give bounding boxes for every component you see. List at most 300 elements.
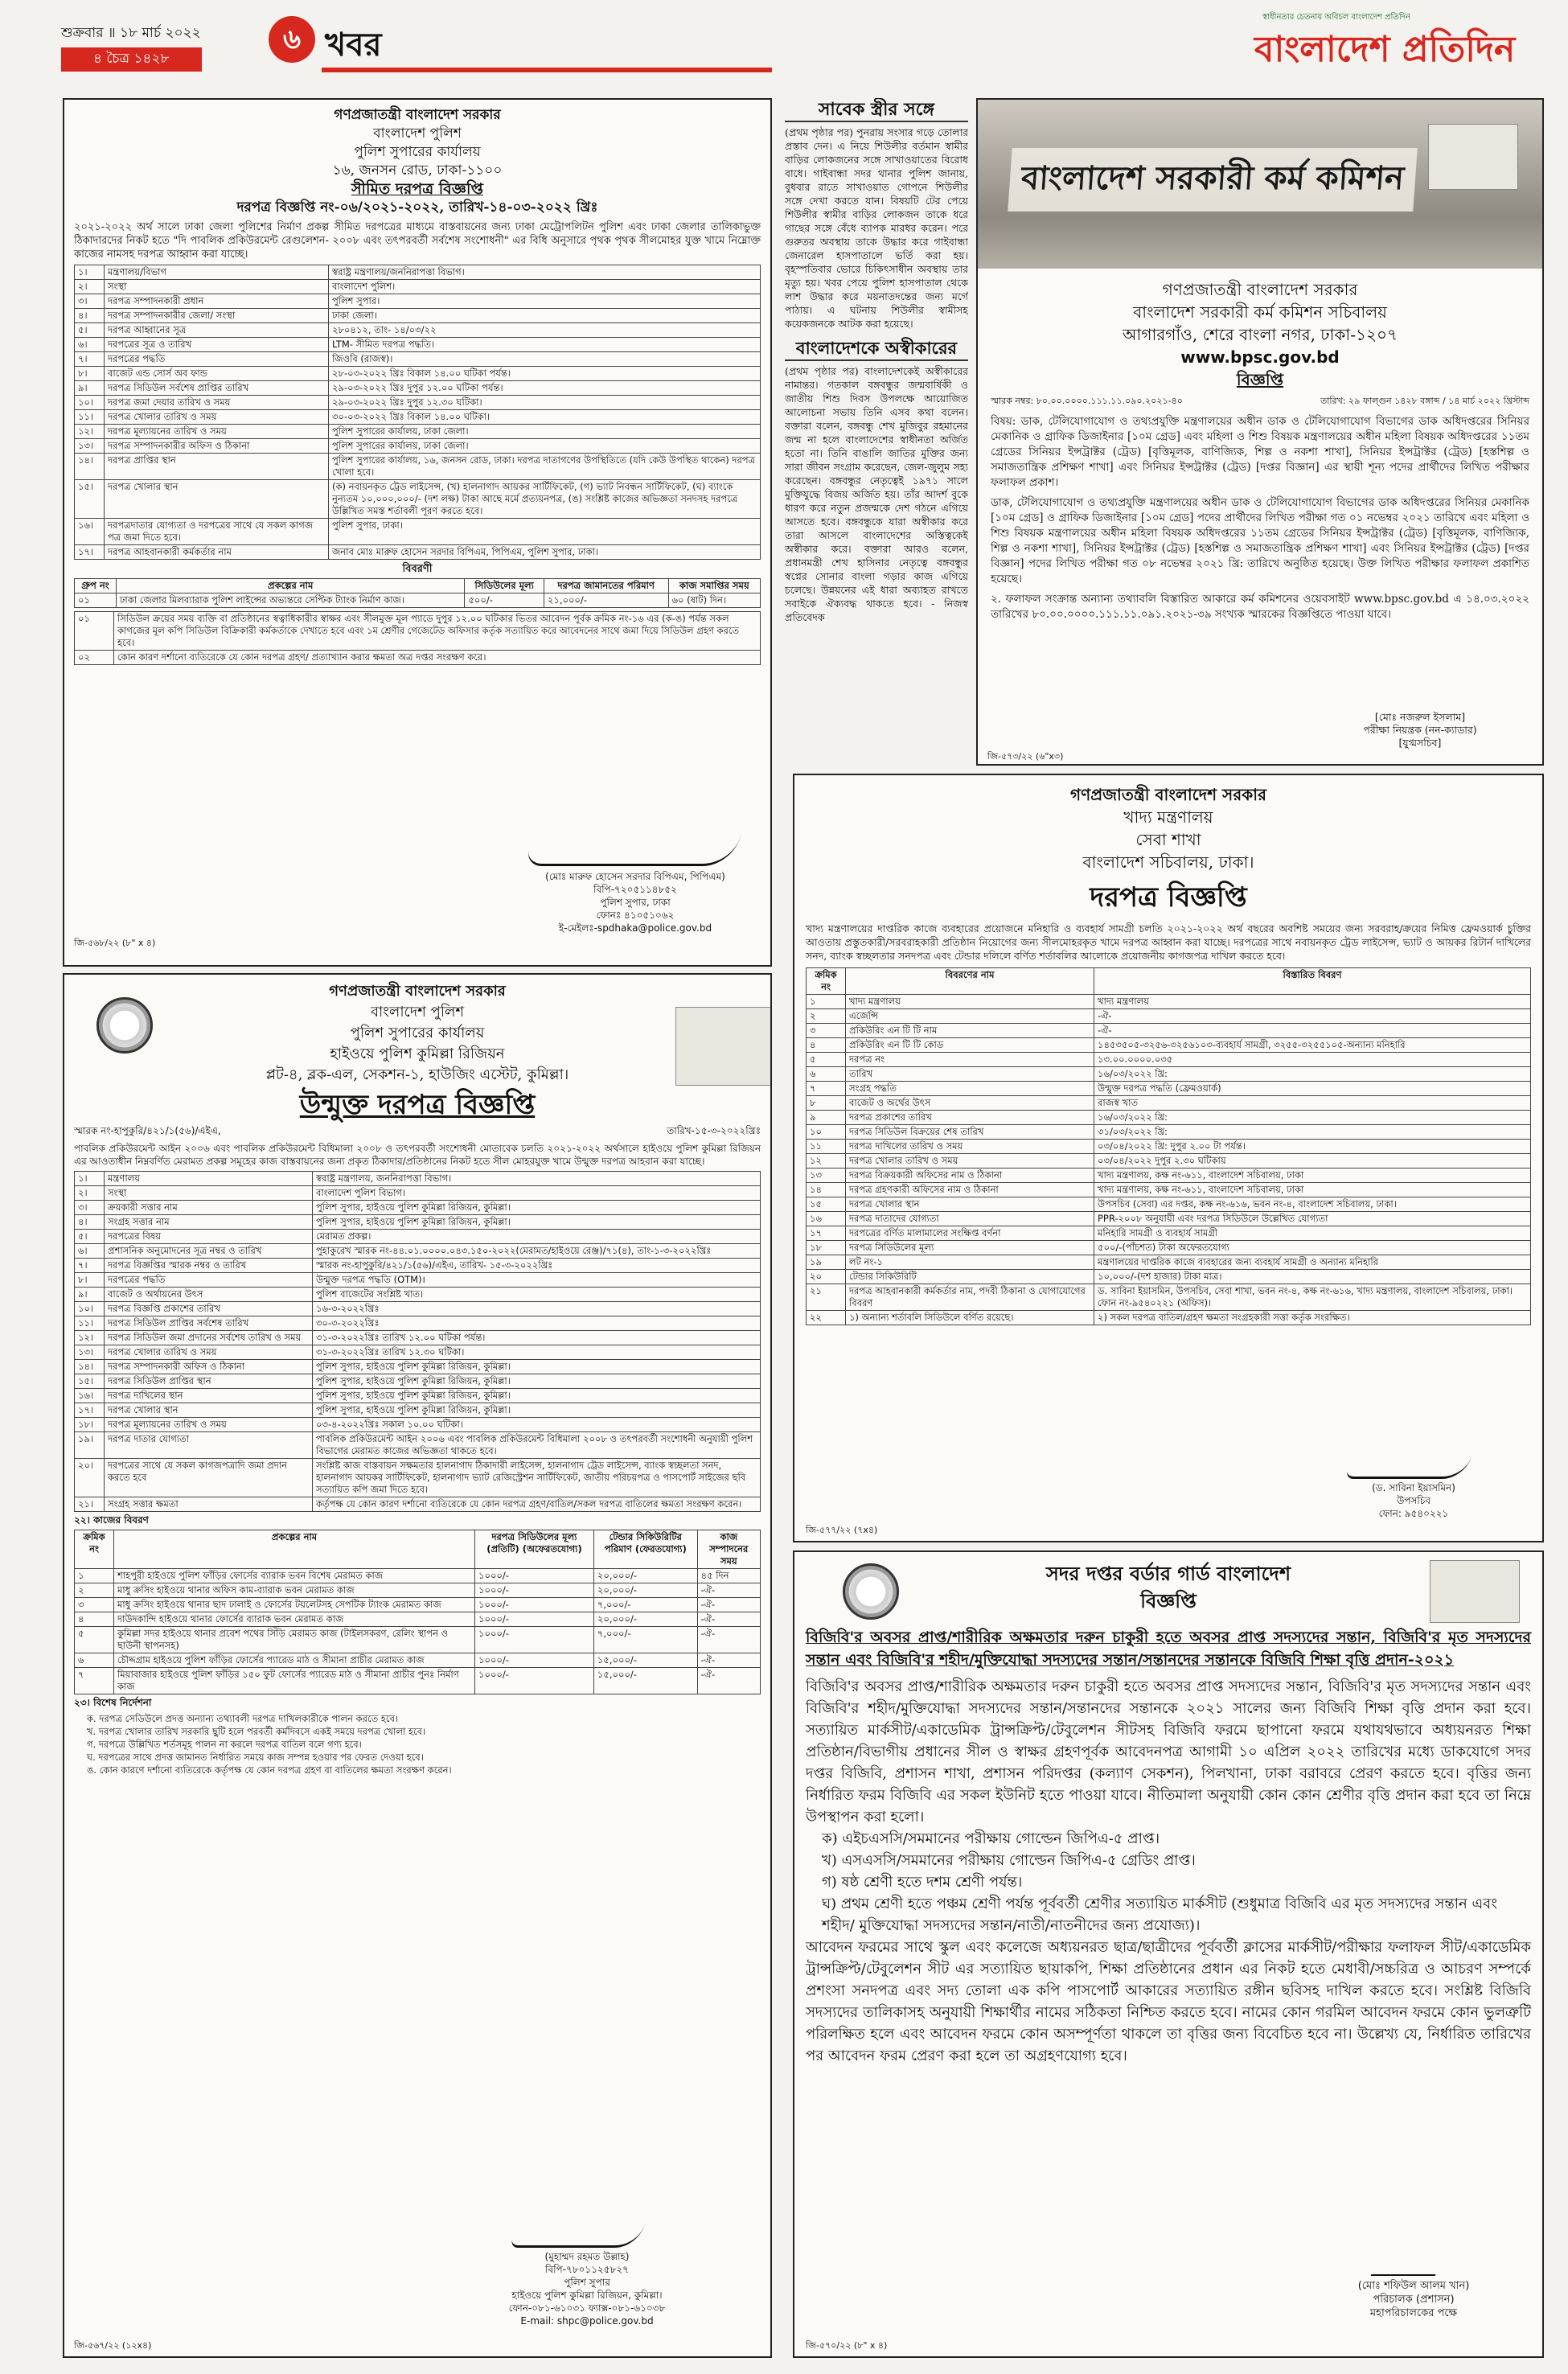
ad4-address: বাংলাদেশ সচিবালয়, ঢাকা। <box>1082 852 1254 872</box>
table-cell: প্রশাসনিক অনুমোদনের সূত্র নম্বর ও তারিখ <box>105 1244 313 1259</box>
table-row <box>75 454 761 480</box>
ad2-special-list <box>74 1712 761 1776</box>
table-row <box>75 1244 761 1259</box>
ad1-sig-name: (মোঃ মারুফ হোসেন সরদার বিপিএম, পিপিএম) <box>545 871 725 882</box>
table-cell: দরপত্র সম্পাদনকারী অফিস ও ঠিকানা <box>105 1360 313 1374</box>
table-row <box>807 1140 1531 1154</box>
list-item: ঙ. কোন কারণে দর্শানো ব্যতিরেকে কর্তৃপক্ষ যে কোন দরপত্র গ্রহণ বা বাতিলের ক্ষমতা সংরক্ষণ করেন। <box>87 1764 452 1776</box>
table-cell: ২১,০০০/- <box>544 594 668 608</box>
table-row <box>75 367 761 381</box>
table-cell: ড. সাবিনা ইয়াসমিন, উপসচিব, সেবা শাখা, ভবন নং-৪, কক্ষ নং-৬১৬, খাদ্য মন্ত্রণালয়, বাংলাদেশ সচিবালয়, ঢাকা। ফোন নং-৯৫৪০২২১ (অফিস)। <box>1094 1284 1531 1311</box>
table-cell: ২১। <box>75 1497 105 1512</box>
table-cell: দরপত্র দাতাদের যোগ্যতা <box>846 1212 1094 1226</box>
table-cell: ১০। <box>75 396 105 410</box>
list-item: ক. দরপত্র সেডিউলে প্রদত্ত অন্যান্য তথ্যাবলী দরপত্র দাখিলকারীকে পালন করতে হবে। <box>87 1713 399 1724</box>
bgb-scholarship-notice <box>793 1550 1544 2358</box>
ad1-gov: গণপ্রজাতন্ত্রী বাংলাদেশ সরকার <box>334 107 501 123</box>
table-cell: মন্ত্রণালয়/বিভাগ <box>105 265 329 280</box>
table-cell: ১০। <box>75 1302 105 1316</box>
table-cell: ১২ <box>807 1154 846 1169</box>
table-cell: জিওবি (রাজস্ব)। <box>329 352 761 367</box>
table-row <box>807 1212 1531 1226</box>
table-cell: ২। <box>75 1186 105 1201</box>
table-cell: ৭,০০০/- <box>593 1598 697 1612</box>
table-row <box>75 480 761 519</box>
table-row <box>75 1172 761 1186</box>
table-cell: পুলিশ সুপারের কার্যালয়, ঢাকা জেলা। <box>329 425 761 439</box>
table-row <box>807 995 1531 1009</box>
table-cell: ২৯-০৩-২০২২ খ্রিঃ দুপুর ১২.০০ ঘটিকা পর্যন্ত। <box>329 381 761 396</box>
table-cell: সংশ্লিষ্ট কাজ বাস্তবায়ন সক্ষমতার হালনাগাদ ঠিকাদারী লাইসেন্স, হালনাগাদ ট্রেড লাইসেন্স, ব্যাংক স্বচ্ছলতা সনদ, হালনাগাদ আয়কর সার্টিফিকেট, হালনাগাদ ভ্যাট রেজিস্ট্রেশন সার্টিফিকেট, জাতীয় পরিচয়পত্র ও পাসপোর্ট সাইজের ছবি সত্যায়িত কপি জমা দিতে হবে। <box>313 1459 761 1497</box>
table-row <box>75 651 761 665</box>
ad2-gov: গণপ্রজাতন্ত্রী বাংলাদেশ সরকার <box>329 983 506 1000</box>
ad2-signature-block <box>450 2250 724 2327</box>
ad2-date: তারিখ-১৫-৩-২০২২খ্রিঃ <box>667 1125 761 1136</box>
ad4-sig-title: উপসচিব <box>1396 1495 1430 1506</box>
table-cell: ৪৫ দিন <box>697 1569 760 1583</box>
table-cell: -ঐ- <box>697 1627 760 1653</box>
table-cell: ১৬/০৩/২০২২ খ্রি: <box>1094 1067 1531 1082</box>
table-cell: দরপত্রের সাথে যে সকল কাগজপত্রাদি জমা প্রদান করতে হবে <box>105 1459 313 1497</box>
ad3-secretariat: বাংলাদেশ সরকারী কর্ম কমিশন সচিবালয় <box>1133 302 1387 322</box>
table-row <box>807 1197 1531 1212</box>
table-cell: ৬। <box>75 338 105 352</box>
table-cell: -ঐ- <box>697 1653 760 1668</box>
table-cell: ১৩ <box>807 1169 846 1183</box>
table-row <box>75 612 761 651</box>
ad4-gov: গণপ্রজাতন্ত্রী বাংলাদেশ সরকার <box>1070 785 1266 804</box>
table-cell: খাদ্য মন্ত্রণালয় <box>846 995 1094 1009</box>
table-cell: স্মারক নং-হাপুকুরি/৪২১/১(৫৬)/এইএ, তারিখ- ১৫-৩-২০২২খ্রিঃ <box>313 1259 761 1273</box>
table-cell: ৭ <box>807 1082 846 1096</box>
table-cell: দরপত্র সিডিউল প্রাপ্তির স্থান <box>105 1374 313 1389</box>
table-cell: সংগ্রহ পদ্ধতি <box>846 1082 1094 1096</box>
table-cell: ১১। <box>75 1316 105 1331</box>
table-cell: ১৬/০৩/২০২২ খ্রি: <box>1094 1111 1531 1125</box>
ad2-address: প্লট-৪, ব্লক-এল, সেকশন-১, হাউজিং এস্টেট, কুমিল্লা। <box>265 1066 569 1083</box>
page-number-badge: ৬ <box>269 16 315 63</box>
table-header-row <box>75 1530 761 1569</box>
table-cell: ৫। <box>75 1230 105 1244</box>
ad2-memo: স্মারক নং-হাপুকুরি/৪২১/১(৫৬)/এইএ, <box>74 1125 221 1136</box>
table-cell: দরপত্রের বিষয় <box>105 1230 313 1244</box>
table-cell: ২) সকল দরপত্র বাতিল/গ্রহণ ক্ষমতা সংগ্রহকারী সত্তা কর্তৃক সংরক্ষিত। <box>1094 1311 1531 1325</box>
table-cell: দরপত্র খোলার স্থান <box>105 1403 313 1418</box>
table-row <box>807 1125 1531 1140</box>
table-cell: ৩১-৩-২০২২খ্রিঃ তারিখ ১২.০০ ঘটিকা পর্যন্ত। <box>313 1331 761 1345</box>
table-cell: ২০,০০০/- <box>593 1612 697 1627</box>
table-cell: ৫। <box>75 323 105 338</box>
ad1-signature <box>525 815 745 866</box>
ad4-sig-name: (ড. সাবিনা ইয়াসমিন) <box>1372 1482 1455 1493</box>
table-row <box>75 381 761 396</box>
table-cell: ৩১-৩-২০২২খ্রিঃ তারিখ ১২.৩০ ঘটিকা। <box>313 1345 761 1360</box>
table-cell: রাজস্ব খাত <box>1094 1096 1531 1111</box>
table-cell: ১৫ <box>807 1197 846 1212</box>
table-row <box>75 323 761 338</box>
table-cell: ১৩.০০.০০০০.০৩৫ <box>1094 1053 1531 1067</box>
table-row <box>807 1284 1531 1311</box>
ad1-sig-email[interactable]: ই-মেইলঃ-spdhaka@police.gov.bd <box>558 922 712 934</box>
ad3-subject: বিষয়: ডাক, টেলিযোগাযোগ ও তথ্যপ্রযুক্তি মন্ত্রণালয়ের অধীন ডাক ও টেলিযোগাযোগ বিভাগের ডাক অধিদপ্তরের সিনিয়র মেকানিক ও গ্রাফিক ডিজাইনার [১০ম গ্রেড] এবং মহিলা ও শিশু বিষয়ক মন্ত্রণালয়ের অধীন মহিলা বিষয়ক অধিদপ্তরের ১১তম গ্রেডের সিনিয়র ইন্সট্রাক্টর (ট্রেড) [বৃত্তিমূলক, বাণিজ্যিক, শিল্প ও নকশা শাখা], সিনিয়র ইন্সট্রাক্টর (ট্রেড) [হস্তশিল্প ও সমাজতান্ত্রিক প্রশিক্ষণ শাখা] এবং সিনিয়র ইন্সট্রাক্টর (ট্রেড) [দপ্তর বিজ্ঞান] এর স্থায়ী শূন্য পদের প্রার্থীদের লিখিত পরীক্ষার ফলাফল প্রকাশ। <box>991 415 1529 489</box>
ad4-code: জি-৫৭৭/২২ (৭x৪) <box>806 1525 878 1535</box>
table-row <box>807 1038 1531 1053</box>
table-cell: ৯। <box>75 381 105 396</box>
table-cell: -ঐ- <box>1094 1024 1531 1038</box>
table-row <box>75 1345 761 1360</box>
table-cell: দরপত্র খোলার তারিখ ও সময় <box>846 1154 1094 1169</box>
ad5-sig-name: (মোঃ শফিউল আলম খান) <box>1357 2280 1470 2292</box>
table-row <box>75 1612 761 1627</box>
ad3-sig-name: [মোঃ নজরুল ইসলাম] <box>1374 711 1466 723</box>
ad3-sig-title: পরীক্ষা নিয়ন্ত্রক (নন-ক্যাডার) <box>1363 724 1477 736</box>
table-cell: দরপত্র সিডিউল সর্বশেষ প্রাপ্তির তারিখ <box>105 381 329 396</box>
table-cell: ১ <box>807 995 846 1009</box>
table-cell: জনাব মোঃ মারুফ হোসেন সরদার বিপিএম, পিপিএম, পুলিশ সুপার, ঢাকা। <box>329 545 761 560</box>
table-cell: ১৭। <box>75 545 105 560</box>
table-row <box>807 1241 1531 1255</box>
ad2-sig-title: পুলিশ সুপার <box>564 2277 610 2288</box>
ad1-signature-block <box>515 870 756 934</box>
date-line-bn: ৪ চৈত্র ১৪২৮ <box>61 47 202 72</box>
table-cell: ২ <box>75 1583 114 1598</box>
ad1-intro: ২০২১-২০২২ অর্থ সালে ঢাকা জেলা পুলিশের নির্মাণ প্রকল্প সীমিত দরপত্রের মাধ্যমে বাস্তবায়নের জন্য ঢাকা মেট্রোপলিটন পুলিশ এবং ঢাকা জেলার তালিকাভুক্ত ঠিকাদারদের নিকট হতে "দি পাবলিক প্রকিউরমেন্ট রেগুলেশন- ২০০৮ এবং তৎপরবর্তী সর্বশেষ সংশোধনী" এর বিধি অনুসারে পৃথক পৃথক সীলমোহর যুক্ত খামে নিম্নোক্ত কাজের নামসহ দরপত্র আহ্বান করা যাচ্ছে। <box>74 221 761 261</box>
table-row <box>75 1627 761 1653</box>
food-ministry-tender <box>793 774 1544 1542</box>
table-cell: পুলিশ সুপার। <box>329 294 761 309</box>
table-cell: সংগ্রহ সত্তার ক্ষমতা <box>105 1497 313 1512</box>
table-row <box>75 1302 761 1316</box>
table-cell: ১৫,০০০/- <box>593 1653 697 1668</box>
ad3-body-2: ২. ফলাফল সংক্রান্ত অন্যান্য তথ্যাবলি বিস্তারিত আকারে কর্ম কমিশনের ওয়েবসাইট www.bpsc.gov.bd এ ১৪.০৩.২০২২ তারিখের ৮০.০০.০০০০.১১১.১১.০৯১.২০২১-৩৯ সংখ্যক স্মারকের বিজ্ঞপ্তিতে পাওয়া যাবে। <box>991 593 1529 621</box>
table-cell: ৩০-০৩-২০২২ খ্রিঃ বিকাল ১৪.০০ ঘটিকা। <box>329 410 761 425</box>
table-cell: পুলিশ বাজেটের সংশ্লিষ্ট খাত। <box>313 1288 761 1302</box>
news-body-1: (প্রথম পৃষ্ঠার পর) পুনরায় সংসার গড়ে তোলার প্রস্তাব দেন। এ নিয়ে শিউলীর বর্তমান স্বামীর বাড়ির লোকজনের সঙ্গে সাখাওয়াতের বিরোধ বাধে। গাইবান্ধা সদর থানার পুলিশ জানায়, বুধবার রাতে সাখাওয়াত গোপনে শিউলীর সঙ্গে দেখা করতে যান। বিষয়টি টের পেয়ে শিউলীর স্বামীর বাড়ির লোকজন তাকে ধরে গাছের সঙ্গে বেঁধে ব্যাপক মারধর করেন। পরে গুরুতর অবস্থায় তাকে উদ্ধার করে গাইবান্ধা জেনারেল হাসপাতালে ভর্তি করা হয়। বৃহস্পতিবার ভোরে চিকিৎসাধীন অবস্থায় তার মৃত্যু হয়। খবর পেয়ে পুলিশ হাসপাতাল থেকে লাশ উদ্ধার করে ময়নাতদন্তের জন্য মর্গে পাঠায়। এ ঘটনায় শিউলীর স্বামীসহ কয়েকজনকে আটক করা হয়েছে। <box>785 126 968 330</box>
ad1-address: ১৬, জনসন রোড, ঢাকা-১১০০ <box>332 162 503 179</box>
table-row <box>75 294 761 309</box>
table-cell: ১০০০/- <box>475 1612 594 1627</box>
table-cell: সংস্থা <box>105 1186 313 1201</box>
ad4-sig-phone: ফোন: ৯৫৪০২২১ <box>1378 1508 1449 1519</box>
table-header: বিবরণের নাম <box>846 968 1094 995</box>
table-cell: ৭ <box>75 1668 114 1694</box>
table-cell: ১৩। <box>75 439 105 454</box>
table-cell: খাদ্য মন্ত্রণালয় <box>1094 995 1531 1009</box>
table-cell: ১০০০/- <box>475 1583 594 1598</box>
table-cell: ১৫। <box>75 480 105 519</box>
table-cell: দরপত্র খোলার তারিখ ও সময় <box>105 1345 313 1360</box>
table-cell: তারিখ <box>846 1067 1094 1082</box>
table-cell: দরপত্র সিডিউলের মূল্য <box>846 1241 1094 1255</box>
table-header: দরপত্র সিডিউলের মূল্য (প্রতিটি) (অফেরতযোগ্য) <box>475 1530 594 1569</box>
table-cell: মিয়াবাজার হাইওয়ে পুলিশ ফাঁড়ির ১৫০ ফুট ফোর্সের প্যারেড মাঠ ও সীমানা প্রাচীর পুনঃ নির্মাণ কাজ <box>114 1668 475 1694</box>
table-row <box>75 410 761 425</box>
table-cell: ৬০ (ষাট) দিন। <box>668 594 760 608</box>
table-row <box>807 1226 1531 1241</box>
ad1-work-table <box>74 578 761 608</box>
table-cell: পুলিশ সুপার, হাইওয়ে পুলিশ কুমিল্লা রিজিয়ন, কুমিল্লা। <box>313 1374 761 1389</box>
ad2-work-label: ২২। কাজের বিবরণ <box>74 1514 149 1526</box>
table-cell: পুহাকুরেখ স্মারক নং-৪৪.০১.০০০০.০৪৩.১৫০-২০২২(মেরামত/হাইওয়ে রেঞ্জ)/৭১(৪), তাং-১-৩-২০২২খ্রিঃ <box>313 1244 761 1259</box>
table-row <box>75 1374 761 1389</box>
table-cell: ৪। <box>75 309 105 323</box>
table-cell: দরপত্র খোলার স্থান <box>105 480 329 519</box>
table-cell: দাউদকান্দি হাইওয়ে থানার ফোর্সের ব্যারাক ভবন মেরামত কাজ <box>114 1612 475 1627</box>
list-item: ঘ) প্রথম শ্রেণী হতে পঞ্চম শ্রেণী পর্যন্ত পূর্ববর্তী শ্রেণীর সত্যায়িত মার্কসীট (শুধুমাত্র বিজিবি এর মৃত সদস্যদের সন্তান এবং শহীদ/ মুক্তিযোদ্ধা সদস্যদের সন্তান/নাতী/নাতনীদের জন্য প্রযোজ্য)। <box>822 1896 1497 1934</box>
table-cell: দরপত্র মূল্যায়নের তারিখ ও সময় <box>105 1418 313 1432</box>
table-cell: দরপত্র প্রাপ্তির স্থান <box>105 454 329 480</box>
table-row <box>807 1024 1531 1038</box>
table-cell: পুলিশ সুপারের কার্যালয়, ঢাকা জেলা। <box>329 439 761 454</box>
ad4-table <box>806 967 1531 1325</box>
table-cell: ২৯-০৩-২০২২ খ্রিঃ দুপুর ১২.৩০ ঘটিকা। <box>329 396 761 410</box>
table-cell: দরপত্রের বর্ণিত মালামালের সংক্ষিপ্ত বর্ণনা <box>846 1226 1094 1241</box>
table-cell: দরপত্র সম্পাদনকারীর অফিস ও ঠিকানা <box>105 439 329 454</box>
masthead-date <box>61 23 202 72</box>
masthead <box>0 0 1568 95</box>
table-row <box>75 1403 761 1418</box>
ad3-website[interactable]: www.bpsc.gov.bd <box>1180 347 1340 367</box>
list-item: গ. দরপত্রে উল্লিখিত শর্তসমূহ পালন না করলে দরপত্র বাতিল বলে গণ্য হবে। <box>87 1739 362 1750</box>
table-cell: দরপত্র সম্পাদনকারীর জেলা/ সংস্থা <box>105 309 329 323</box>
table-cell: দরপত্র খোলার স্থান <box>846 1197 1094 1212</box>
table-cell: ১০০০/- <box>475 1653 594 1668</box>
ad3-memo: স্মারক নম্বর: ৮০.০০.০০০০.১১১.১১.০৯০.২০২১-৪০ <box>991 396 1183 406</box>
ad3-signature-block <box>1299 711 1541 750</box>
table-cell: ১১। <box>75 410 105 425</box>
table-cell: মন্ত্রণালয় <box>105 1172 313 1186</box>
table-cell: সিডিউল ক্রয়ের সময় ব্যক্তি বা প্রতিষ্ঠানের স্বত্বাধিকারীর স্বাক্ষর এবং সীলমুক্ত মূল প্যাডে দুপুর ১২.০০ ঘটিকার ভিতর আবেদন পূর্বক ক্রমিক নং-১৬ এর (ক-ঙ) পর্যন্ত সকল কাগজের মূল কপি সিডিউল বিক্রিকারী কর্মকর্তাকে দেখাতে হবে এবং ১ম শ্রেণীর গেজেটেড অফিসার কর্তৃক সত্যায়িত করে আবেদনের সাথে জমা দিয়ে সিডিউল গ্রহণ করতে হবে। <box>114 612 761 651</box>
ad2-sig-email[interactable]: E-mail: shpc@police.gov.bd <box>520 2315 654 2327</box>
table-row <box>807 1082 1531 1096</box>
ad3-body: ডাক, টেলিযোগাযোগ ও তথ্যপ্রযুক্তি মন্ত্রণালয়ের অধীন ডাক ও টেলিযোগাযোগ বিভাগের ডাক অধিদপ্তরের সিনিয়র মেকানিক [১০ম গ্রেড] ও গ্রাফিক ডিজাইনার [১০ম গ্রেড] পদের প্রার্থীদের লিখিত পরীক্ষা গত ০১ নভেম্বর ২০২১ তারিখে এবং মহিলা ও শিশু বিষয়ক মন্ত্রণালয়ের অধীন মহিলা বিষয়ক অধিদপ্তরের ১১তম গ্রেডের সিনিয়র ইন্সট্রাক্টর (ট্রেড) [বৃত্তিমূলক, বাণিজ্যিক, শিল্প ও নকশা শাখা], সিনিয়র ইন্সট্রাক্টর (ট্রেড) [হস্তশিল্প ও সমাজতান্ত্রিক প্রশিক্ষণ শাখা] এবং সিনিয়র ইন্সট্রাক্টর (ট্রেড) [দপ্তর বিজ্ঞান] পদের লিখিত পরীক্ষা গত ০৮ নভেম্বর ২০২১ খ্রি: তারিখে অনুষ্ঠিত হয়েছে। উক্ত লিখিত পরীক্ষার ফলাফল প্রকাশিত হয়েছে। <box>991 496 1529 585</box>
table-cell: ১৪। <box>75 1360 105 1374</box>
ad5-criteria-list <box>806 1828 1531 1937</box>
table-cell: বাংলাদেশ পুলিশ বিভাগ। <box>313 1186 761 1201</box>
ad5-sig-behalf: মহাপরিচালকের পক্ষে <box>1369 2307 1458 2319</box>
table-row <box>75 1230 761 1244</box>
table-cell: মেরামত প্রকল্প। <box>313 1230 761 1244</box>
table-row <box>75 1569 761 1583</box>
table-cell: ১৮ <box>807 1241 846 1255</box>
table-cell: কুমিল্লা সদর হাইওয়ে থানার প্রবেশ পথের সিঁড়ি মেরামত কাজ (টাইলসকরণ, রেলিং স্থাপন ও ছাউনী স্থাপনসহ) <box>114 1627 475 1653</box>
bpsc-mujib-logo-icon <box>1428 124 1518 190</box>
table-cell: দরপত্র নং <box>846 1053 1094 1067</box>
bpsc-photo-banner <box>978 100 1542 269</box>
table-cell: দরপত্র মূল্যায়নের তারিখ ও সময় <box>105 425 329 439</box>
table-cell: ৬ <box>807 1067 846 1082</box>
table-cell: খাদ্য মন্ত্রণালয়, কক্ষ নং-৬১১, বাংলাদেশ সচিবালয়, ঢাকা <box>1094 1169 1531 1183</box>
ad1-notes <box>74 611 761 665</box>
bpsc-notice <box>976 98 1544 766</box>
table-cell: লট নং-১ <box>846 1255 1094 1270</box>
table-cell: ৩। <box>75 1201 105 1215</box>
table-cell: দরপত্রের পদ্ধতি <box>105 1273 313 1288</box>
table-cell: -ঐ- <box>697 1598 760 1612</box>
ad2-table <box>74 1171 761 1512</box>
table-cell: ৮ <box>807 1096 846 1111</box>
ad1-details-label: বিবরণী <box>402 563 433 575</box>
table-row <box>75 1583 761 1598</box>
table-cell: ১। <box>75 1172 105 1186</box>
table-cell: দরপত্র দাতার যোগ্যতা <box>105 1432 313 1459</box>
ad2-region: হাইওয়ে পুলিশ কুমিল্লা রিজিয়ন <box>330 1045 505 1062</box>
table-cell: উন্মুক্ত দরপত্র পদ্ধতি (OTM)। <box>313 1273 761 1288</box>
table-cell: স্বরাষ্ট্র মন্ত্রণালয়, জননিরাপত্তা বিভাগ। <box>313 1172 761 1186</box>
table-cell: -ঐ- <box>697 1612 760 1627</box>
table-cell: পুলিশ সুপার, হাইওয়ে পুলিশ কুমিল্লা রিজিয়ন, কুমিল্লা। <box>313 1360 761 1374</box>
table-row <box>75 1668 761 1694</box>
table-cell: দরপত্র গ্রহণকারী অফিসের নাম ও ঠিকানা <box>846 1183 1094 1197</box>
table-cell: দরপত্র সিডিউল জমা প্রদানের সর্বশেষ তারিখ ও সময় <box>105 1331 313 1345</box>
table-cell: ১৪। <box>75 454 105 480</box>
table-cell: ১৯। <box>75 1432 105 1459</box>
police-dhaka-tender <box>63 98 772 967</box>
table-cell: PPR-২০০৮ অনুযায়ী এবং দরপত্র সিডিউলে উল্লেখিত যোগ্যতা <box>1094 1212 1531 1226</box>
ad4-signature-block <box>1309 1481 1518 1520</box>
table-cell: ৩০-৩-২০২২খ্রিঃ <box>313 1316 761 1331</box>
table-cell: খাদ্য মন্ত্রণালয়, কক্ষ নং-৬১১, বাংলাদেশ সচিবালয়, ঢাকা <box>1094 1183 1531 1197</box>
table-cell: দরপত্র সম্পাদনকারী প্রধান <box>105 294 329 309</box>
ad1-code: জি-৫৬৮/২২ (৮" x ৪) <box>74 938 156 948</box>
table-cell: ২৮০৪১২, তাং- ১৪/০৩/২২ <box>329 323 761 338</box>
ad1-title: সীমিত দরপত্র বিজ্ঞপ্তি <box>351 180 483 198</box>
bpsc-banner-text: বাংলাদেশ সরকারী কর্ম কমিশন <box>1008 148 1417 212</box>
table-header: গ্রুপ নং <box>75 579 117 594</box>
table-cell: ৫০০/- <box>465 594 544 608</box>
table-cell: পুলিশ সুপারের কার্যালয়, ১৬, জনসন রোড, ঢাকা। দরপত্র দাতাগণের উপস্থিতিতে (যদি কেউ উপস্থিত থাকেন) দরপত্র খোলা হবে। <box>329 454 761 480</box>
ad2-sig-phone: ফোন-০৮১-৬১০৩১ ফ্যাক্স-০৮১-৬১০৩৮ <box>508 2302 666 2314</box>
table-cell: -ঐ- <box>1094 1009 1531 1024</box>
ad1-sig-phone: ফোনঃ ৪১০৫১০৬২ <box>596 910 675 921</box>
table-cell: মাধু ক্রসিং হাইওয়ে থানার অফিস কাম-ব্যারাক ভবন মেরামত কাজ <box>114 1583 475 1598</box>
table-cell: পুলিশ সুপার, ঢাকা। <box>329 519 761 545</box>
paper-tagline: স্বাধীনতার চেতনায় অবিচল বাংলাদেশ প্রতিদিন <box>1262 13 1410 22</box>
table-cell: মন্ত্রণালয়ের দাপ্তরিক কাজে ব্যবহারের জন্য ব্যবহার্য সামগ্রী ও অন্যান্য মনিহারি <box>1094 1255 1531 1270</box>
table-cell: ৬ <box>75 1653 114 1668</box>
table-cell: সংস্থা <box>105 280 329 294</box>
table-header: ক্রমিক নং <box>807 968 846 995</box>
table-header: দরপত্র জামানতের পরিমাণ <box>544 579 668 594</box>
ad4-intro: খাদ্য মন্ত্রণালয়ের দাপ্তরিক কাজে ব্যবহারের প্রয়োজনে মনিহারি ও ব্যবহার্য সামগ্রী চলতি ২০২১-২০২২ অর্থ বছরের অবশিষ্ট সময়ের জন্য সরবরাহ/ক্রয়ের নিমিত্ত ফ্রেমওয়ার্ক চুক্তির আওতায় প্রস্তুতকারী/সরবরাহকারী প্রতিষ্ঠান নিয়োগের জন্য সীলমোহরকৃত খামে দরপত্র আহ্বান করা যাচ্ছে। দরপত্রের সাথে নবায়নকৃত ট্রেড লাইসেন্স, ভ্যাট ও আয়কর রিটার্ন দাখিলের সনদ, ব্যাংক স্বচ্ছলতার সনদপত্র এবং টেন্ডার দলিলে বর্ণিত শর্তাবলির আলোকে প্রয়োজনীয় কাগজপত্র দাখিল করতে হবে। <box>806 922 1531 962</box>
table-cell: বাজেট এন্ড সোর্স অব ফান্ড <box>105 367 329 381</box>
list-item: খ. দরপত্র খোলার তারিখ সরকারি ছুটি হলে পরবর্তী কর্মদিবসে একই সময়ে দরপত্র খোলা হবে। <box>87 1726 426 1737</box>
ad3-address: আগারগাঁও, শেরে বাংলা নগর, ঢাকা-১২০৭ <box>1123 325 1398 344</box>
ad3-code: জি-৫৭৩/২২ (৬"x৩) <box>987 751 1064 762</box>
ad2-special-label: ২৩। বিশেষ নির্দেশনা <box>74 1697 152 1708</box>
table-cell: ১৬ <box>807 1212 846 1226</box>
bgb-mujib-logo-icon <box>1430 1560 1520 1623</box>
ad1-police: বাংলাদেশ পুলিশ <box>373 125 462 142</box>
ad1-sig-bp: বিপি-৭২০৫১১৪৮৫২ <box>593 884 677 895</box>
ad2-signature <box>510 2213 648 2248</box>
table-cell: কর্তৃপক্ষ যে কোন কারণ দর্শানো ব্যতিরেকে যে কোন দরপত্র গ্রহণ/বাতিল/সকল দরপত্র বাতিলের ক্ষমতা সংরক্ষণ করেন। <box>313 1497 761 1512</box>
mujib-centenary-logo-icon <box>675 1007 772 1086</box>
table-row <box>75 1288 761 1302</box>
table-row <box>75 1331 761 1345</box>
table-cell: দরপত্র সিডিউল প্রাপ্তির সর্বশেষ তারিখ <box>105 1316 313 1331</box>
table-cell: ক্রয়কারী সত্তার নাম <box>105 1201 313 1215</box>
table-row <box>75 425 761 439</box>
table-cell: ২ <box>807 1009 846 1024</box>
ad3-sig-rank: [যুগ্মসচিব] <box>1398 737 1442 749</box>
table-row <box>75 1459 761 1497</box>
table-cell: ১৭। <box>75 1403 105 1418</box>
table-row <box>807 1053 1531 1067</box>
table-cell: ৫ <box>75 1627 114 1653</box>
ad5-body-2: আবেদন ফরমের সাথে স্কুল এবং কলেজে অধ্যয়নরত ছাত্র/ছাত্রীদের পূর্ববর্তী ক্লাসের মার্কসীট/পরীক্ষার ফলাফল সীট/একাডেমিক ট্রান্সক্রিপ্ট/টেবুলেশন সীট এর সত্যায়িত ছায়াকপি, শিক্ষা প্রতিষ্ঠানের প্রধান এর নিকট হতে মেধাবী/সচ্চরিত্র ও আচরণ সম্পর্কে প্রশংসা সনদপত্র এবং সদ্য তোলা এক কপি পাসপোর্ট আকারের সত্যায়িত রঙ্গীন ছবিসহ দাখিল করতে হবে। সংশ্লিষ্ট বিজিবি সদস্যদের তালিকাসহ অনুযায়ী শিক্ষার্থীর নামের সঠিকতা নিশ্চিত করতে হবে। নামের কোন গরমিল আবেদন ফরমে কোন ভুলত্রুটি পরিলক্ষিত হলে এবং আবেদন ফরমে কোন অসম্পূর্ণতা থাকলে তা বৃত্তির জন্য বিবেচিত হবে না। উল্লেখ্য যে, নির্ধারিত তারিখের পর আবেদন ফরম প্রেরণ করা হলে তা অগ্রহণযোগ্য হবে। <box>806 1939 1531 2064</box>
section-title: খবর <box>325 26 382 64</box>
table-cell: দরপত্র আহবানকারী কর্মকর্তার নাম <box>105 545 329 560</box>
paper-logo: বাংলাদেশ প্রতিদিন <box>1254 29 1516 70</box>
table-cell: দরপত্র প্রকাশের তারিখ <box>846 1111 1094 1125</box>
table-row <box>75 439 761 454</box>
ad5-title: বিজ্ঞপ্তি <box>1140 1589 1197 1612</box>
table-cell: দরপত্র বিজ্ঞপ্তির স্মারক নম্বর ও তারিখ <box>105 1259 313 1273</box>
table-cell: ২৮-০৩-২০২২ খ্রিঃ বিকাল ১৪.০০ ঘটিকা পর্যন্ত। <box>329 367 761 381</box>
table-cell: ১৪৫৩৫০৫-৩২৫৬-৩২৫৬১০৩-ব্যবহার্য সামগ্রী, ৩২৫৫-৩২৫৫১০৫-অন্যান্য মনিহারি <box>1094 1038 1531 1053</box>
ad4-title: দরপত্র বিজ্ঞপ্তি <box>1090 881 1247 914</box>
table-cell: ৫ <box>807 1053 846 1067</box>
table-row <box>807 1311 1531 1325</box>
table-cell: দরপত্রের সূত্র ও তারিখ <box>105 338 329 352</box>
table-row <box>75 1273 761 1288</box>
table-cell: ১৬। <box>75 519 105 545</box>
list-item: ঘ. দরপত্রের সাথে প্রদত্ত জামানত নির্ধারিত সময়ে কাজ সম্পন্ন হওয়ার পর ফেরত দেওয়া হবে। <box>87 1752 424 1763</box>
table-cell: ১০০০/- <box>475 1668 594 1694</box>
ad2-title: উন্মুক্ত দরপত্র বিজ্ঞপ্তি <box>299 1089 536 1121</box>
ad5-headline: বিজিবি'র অবসর প্রাপ্ত/শারীরিক অক্ষমতার দরুন চাকুরী হতে অবসর প্রাপ্ত সদস্যদের সন্তান, বিজিবি'র মৃত সদস্যদের সন্তান এবং বিজিবি'র শহীদ/মুক্তিযোদ্ধা সদস্যদের সন্তান/সন্তানদের সন্তানকে বিজিবি শিক্ষা বৃত্তি প্রদান-২০২১ <box>806 1629 1531 1669</box>
table-row <box>807 1183 1531 1197</box>
table-cell: ০১ <box>75 612 114 651</box>
ad3-title: বিজ্ঞপ্তি <box>1236 370 1284 389</box>
table-cell: ১০ <box>807 1125 846 1140</box>
masthead-rule <box>322 68 772 72</box>
table-row <box>75 1259 761 1273</box>
table-cell: মাধু ক্রসিং হাইওয়ে থানার ছাদ ঢালাই ও ফোর্সের টয়লেটসহ সেপটিক ট্যাংক মেরামত কাজ <box>114 1598 475 1612</box>
table-cell: ১০০০/- <box>475 1598 594 1612</box>
police-emblem-icon <box>96 997 153 1054</box>
table-cell: ৮। <box>75 1273 105 1288</box>
ad1-sig-title: পুলিশ সুপার, ঢাকা <box>600 897 671 908</box>
table-cell: ৩১/০৩/২০২২ খ্রি: <box>1094 1125 1531 1140</box>
table-row <box>75 1418 761 1432</box>
table-cell: বাজেট ও অর্থায়নের উৎস <box>105 1288 313 1302</box>
table-cell: দরপত্রের পদ্ধতি <box>105 352 329 367</box>
table-cell: ০১ <box>75 594 117 608</box>
ad2-code: জি-৫৬৭/২২ (১২x৪) <box>74 2340 152 2351</box>
ad3-date: তারিখ: ২৯ ফাল্গুন ১৪২৮ বঙ্গাব্দ / ১৪ মার্চ ২০২২ খ্রিস্টাব্দ <box>1320 396 1529 406</box>
table-cell: বাজেট ও অর্থের উৎস <box>846 1096 1094 1111</box>
table-row <box>75 338 761 352</box>
table-cell: ১২। <box>75 425 105 439</box>
table-row <box>75 309 761 323</box>
table-row <box>75 1389 761 1403</box>
table-row <box>807 1096 1531 1111</box>
table-cell: দরপত্র বিক্রয়কারী অফিসের নাম ও ঠিকানা <box>846 1169 1094 1183</box>
table-cell: ১৬-৩-২০২২খ্রিঃ <box>313 1302 761 1316</box>
news-column <box>785 98 968 766</box>
table-cell: প্রকিউরিং এন টি টি কোড <box>846 1038 1094 1053</box>
table-cell: ৩ <box>807 1024 846 1038</box>
table-row <box>75 1497 761 1512</box>
table-row <box>807 1270 1531 1284</box>
date-line: শুক্রবার ॥ ১৮ মার্চ ২০২২ <box>61 25 201 41</box>
table-cell: বাংলাদেশ পুলিশ। <box>329 280 761 294</box>
table-cell: পুলিশ সুপার, হাইওয়ে পুলিশ কুমিল্লা রিজিয়ন, কুমিল্লা। <box>313 1389 761 1403</box>
ad2-sig-region: হাইওয়ে পুলিশ কুমিল্লা রিজিয়ন, কুমিল্লা। <box>511 2290 663 2301</box>
table-cell: ০৩-৪-২০২২খ্রিঃ সকাল ১০.০০ ঘটিকা। <box>313 1418 761 1432</box>
